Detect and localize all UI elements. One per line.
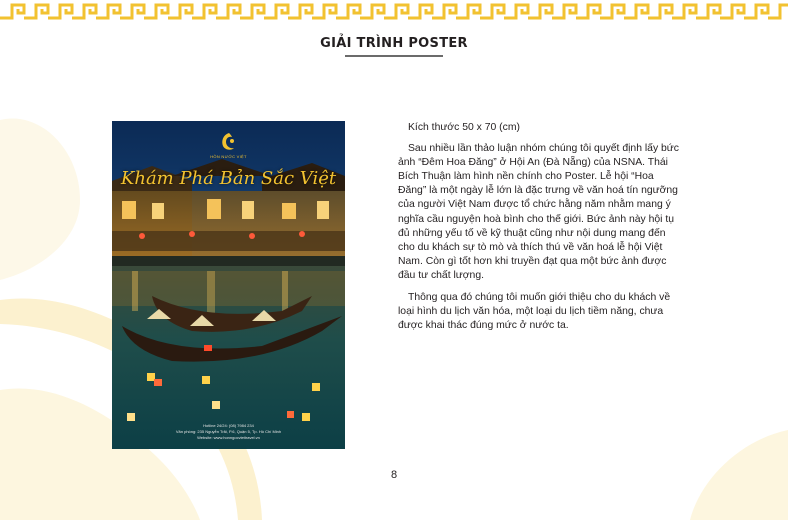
brand-logo-icon — [220, 132, 238, 152]
title-underline — [345, 55, 443, 57]
poster-image — [112, 121, 345, 449]
body-text — [398, 121, 680, 341]
poster-office: Văn phòng: 235 Nguyễn Trãi, P.6, Quận 5, Tp. Hồ Chí Minh — [175, 429, 282, 434]
poster-website: Website: www.honngocviettravel.vn — [197, 435, 260, 440]
page-number: 8 — [390, 469, 398, 481]
paragraph-1: Sau nhiều lần thảo luận nhóm chúng tôi quyết định lấy bức ảnh “Đêm Hoa Đăng” ở Hội An (Đà Nẵng) của NSNA. Thái Bích Thuận làm hình nền chính cho Poster. Lễ hội “Hoa Đăng” là một ngày lễ lớn là đặc trưng về văn hoá tín ngưỡng của người Việt Nam được tổ chức hằng năm nhằm mang ý nghĩa cầu nguyện hoà bình cho thế giới. Bức ảnh này hội tụ đủ những yếu tố về kỹ thuật cũng như nội dung mang đến cho du khách sự tò mò và thích thú về văn hoá lễ hội Việt Nam. Còn gì tốt hơn khi truyền đạt qua một bức ảnh được đầu tư chất lượng. — [398, 143, 679, 281]
poster-size: Kích thước 50 x 70 (cm) — [408, 122, 520, 133]
greek-key-border — [0, 0, 788, 22]
poster-footer — [112, 423, 345, 441]
page-title: GIẢI TRÌNH POSTER — [320, 36, 468, 51]
poster-hotline: Hotline 24/24: (08) 7984 234 — [203, 423, 254, 428]
paragraph-2: Thông qua đó chúng tôi muốn giới thiệu cho du khách về loại hình du lịch văn hóa, một loại du lịch tiềm năng, chưa được khai thác đúng mức ở nước ta. — [398, 292, 671, 332]
poster-title: Khám Phá Bản Sắc Việt — [120, 168, 337, 189]
poster-brand: HỒN NƯỚC VIỆT — [210, 154, 247, 159]
